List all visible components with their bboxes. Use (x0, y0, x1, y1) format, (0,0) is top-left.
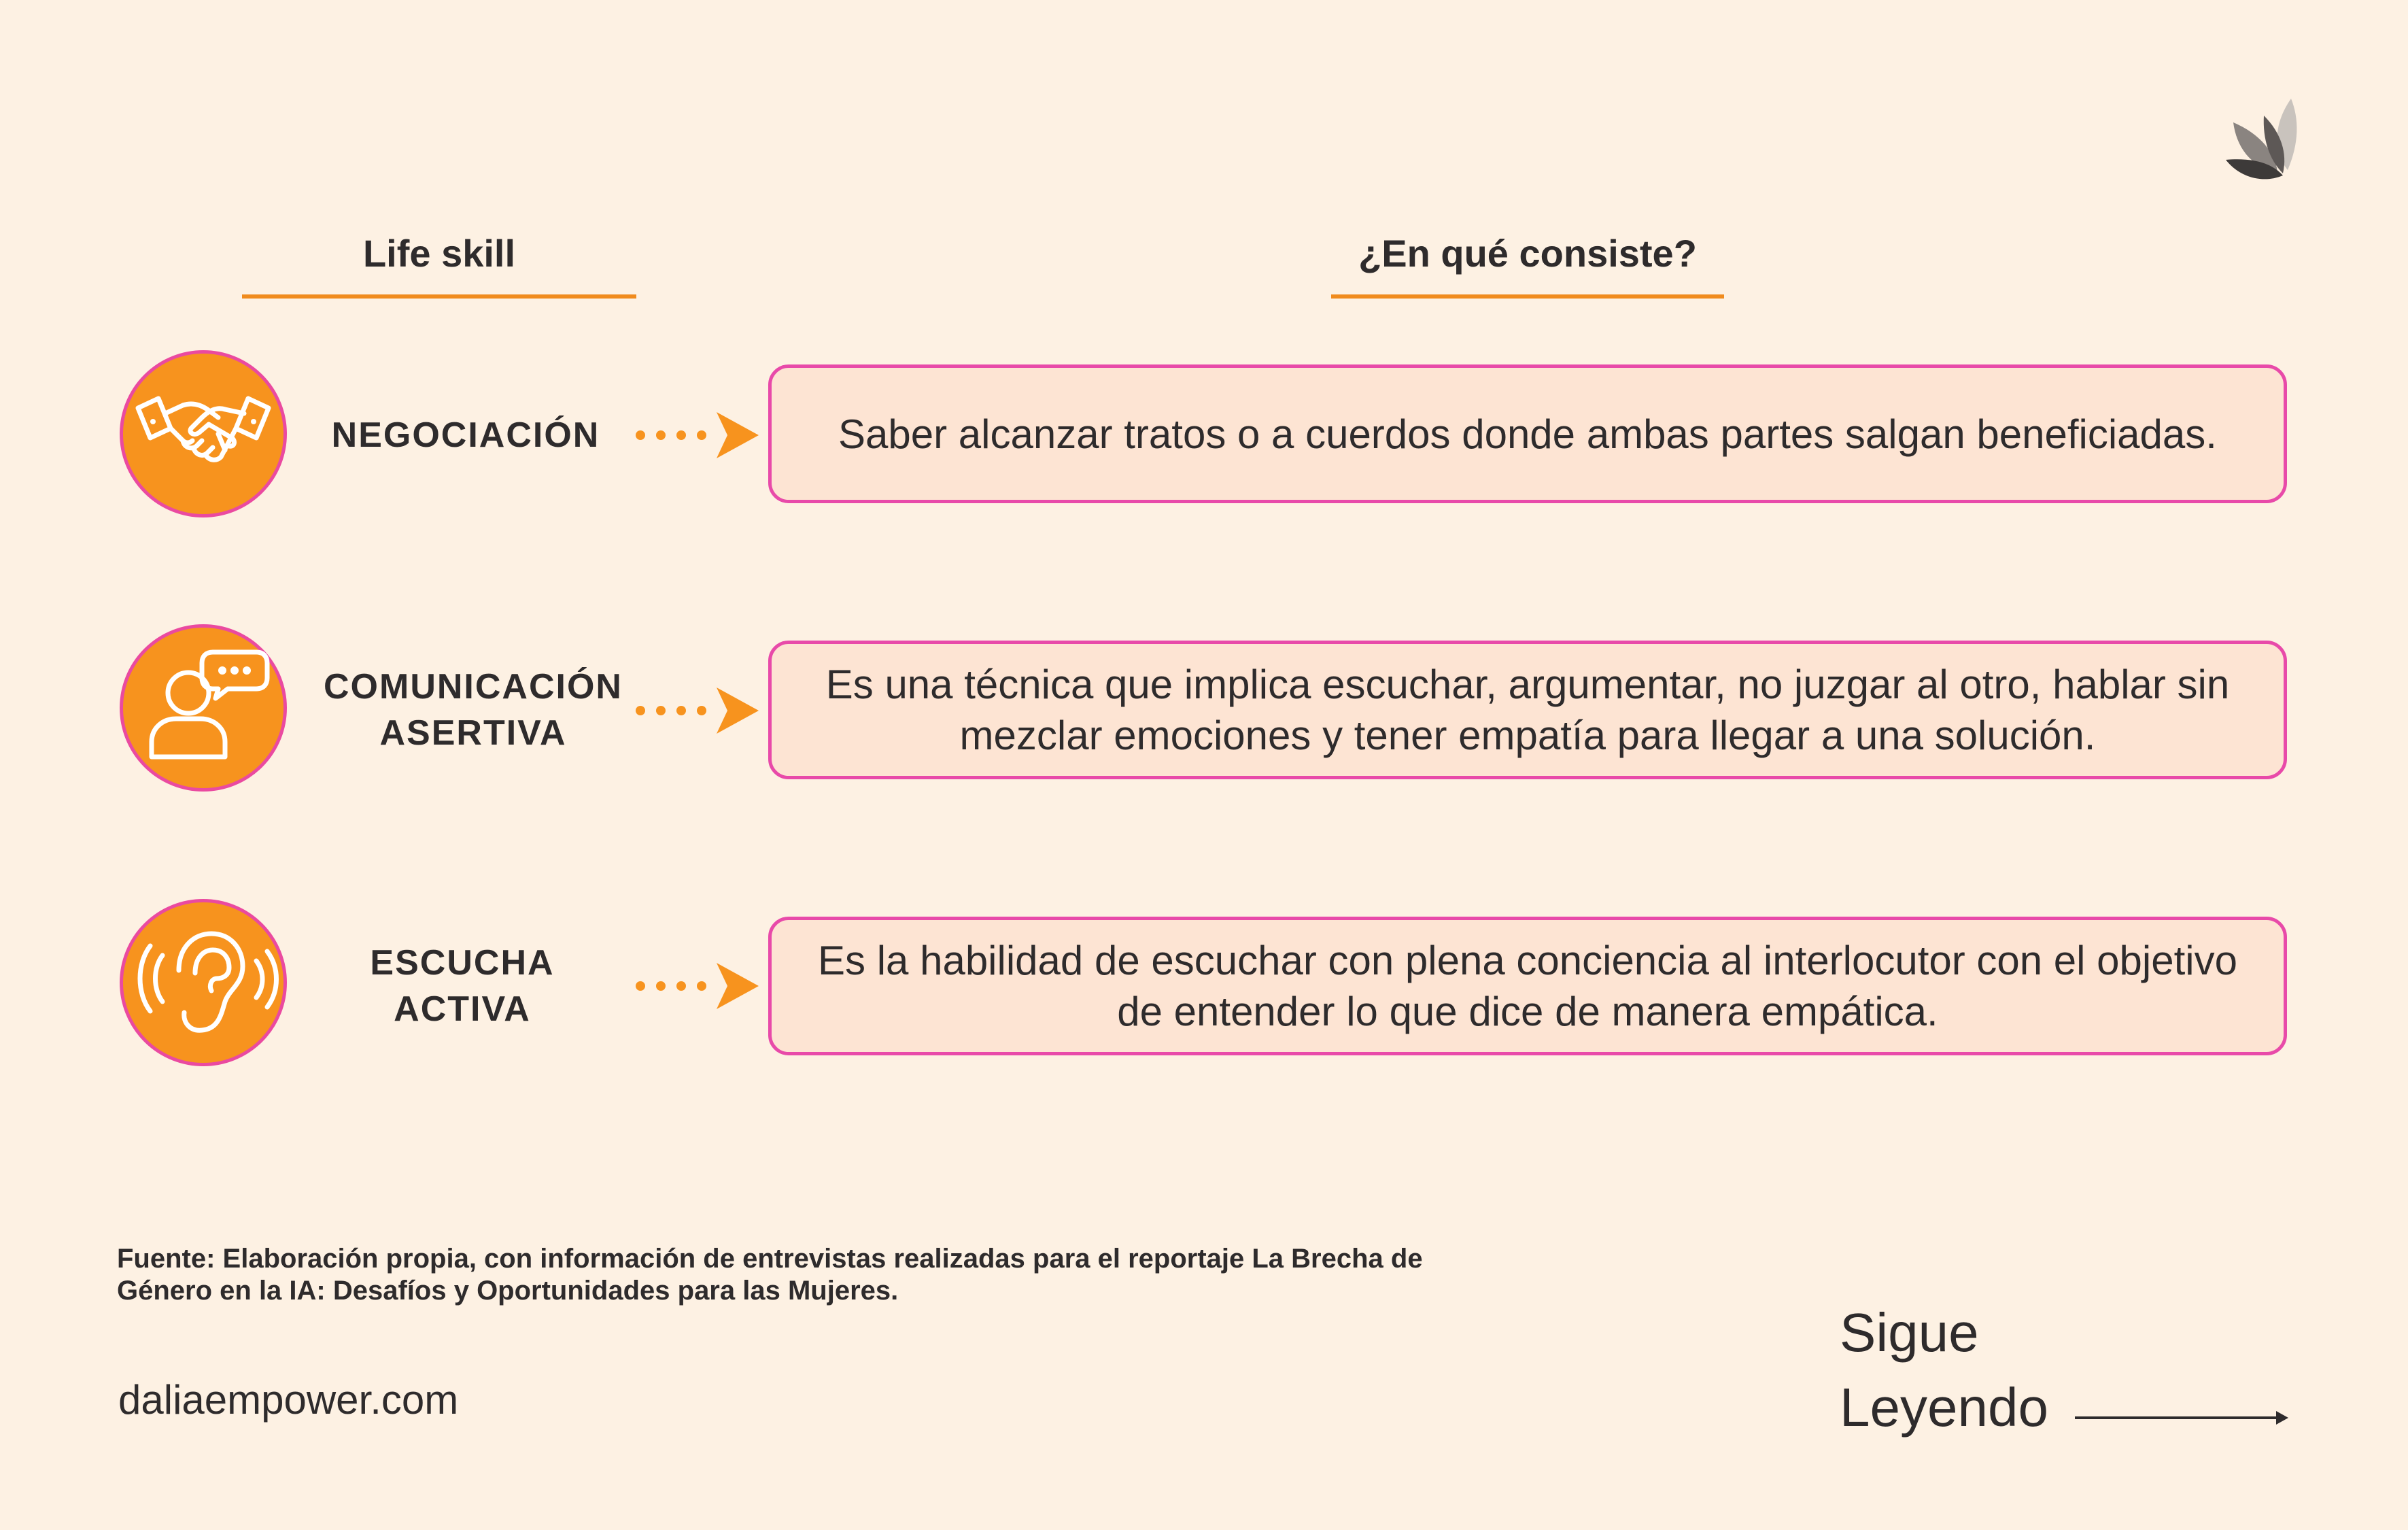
description-text: Es una técnica que implica escuchar, argumentar, no juzgar al otro, hablar sin mezclar emociones y tener empatía para llegar a una solución. (825, 662, 2230, 758)
header-life-skill-underline (242, 294, 636, 299)
sigue-leyendo-link[interactable] (1840, 1295, 2048, 1445)
skill-label-comunicacion-asertiva (317, 664, 630, 756)
long-arrow-right-icon[interactable] (2074, 1404, 2291, 1431)
dotted-arrow-icon (632, 959, 761, 1013)
ear-sound-icon (120, 899, 287, 1066)
website-link[interactable]: daliaempower.com (118, 1377, 459, 1423)
header-life-skill: Life skill (362, 232, 516, 275)
skill-label-escucha-activa (306, 940, 619, 1032)
cta-line2: Leyendo (1840, 1377, 2048, 1438)
description-text: Saber alcanzar tratos o a cuerdos donde ambas partes salgan beneficiadas. (838, 411, 2217, 457)
skill-label-line2: ASERTIVA (379, 713, 567, 753)
description-box-negociacion (768, 364, 2287, 503)
dalia-logo-icon (2223, 95, 2305, 184)
description-text: Es la habilidad de escuchar con plena conciencia al interlocutor con el objetivo de entender lo que dice de manera empática. (818, 938, 2237, 1034)
source-note-line1: Fuente: Elaboración propia, con información de entrevistas realizadas para el reportaje La Brecha de (117, 1244, 1423, 1274)
skill-label-line2: ACTIVA (394, 989, 531, 1029)
source-note-line2: Género en la IA: Desafíos y Oportunidades para las Mujeres. (117, 1276, 899, 1306)
handshake-icon (120, 350, 287, 517)
skill-label-negociacion (309, 412, 622, 458)
skill-label-line1: COMUNICACIÓN (324, 667, 623, 707)
header-en-que-consiste: ¿En qué consiste? (1358, 232, 1697, 275)
skill-label-line1: ESCUCHA (370, 943, 555, 983)
cta-line1: Sigue (1840, 1302, 1979, 1363)
skill-label-line1: NEGOCIACIÓN (331, 415, 600, 455)
description-box-comunicacion-asertiva (768, 641, 2287, 779)
source-note (117, 1243, 1667, 1307)
header-en-que-consiste-underline (1331, 294, 1724, 299)
dotted-arrow-icon (632, 683, 761, 738)
description-box-escucha-activa (768, 917, 2287, 1055)
dotted-arrow-icon (632, 408, 761, 462)
person-speech-bubble-icon (120, 624, 287, 792)
